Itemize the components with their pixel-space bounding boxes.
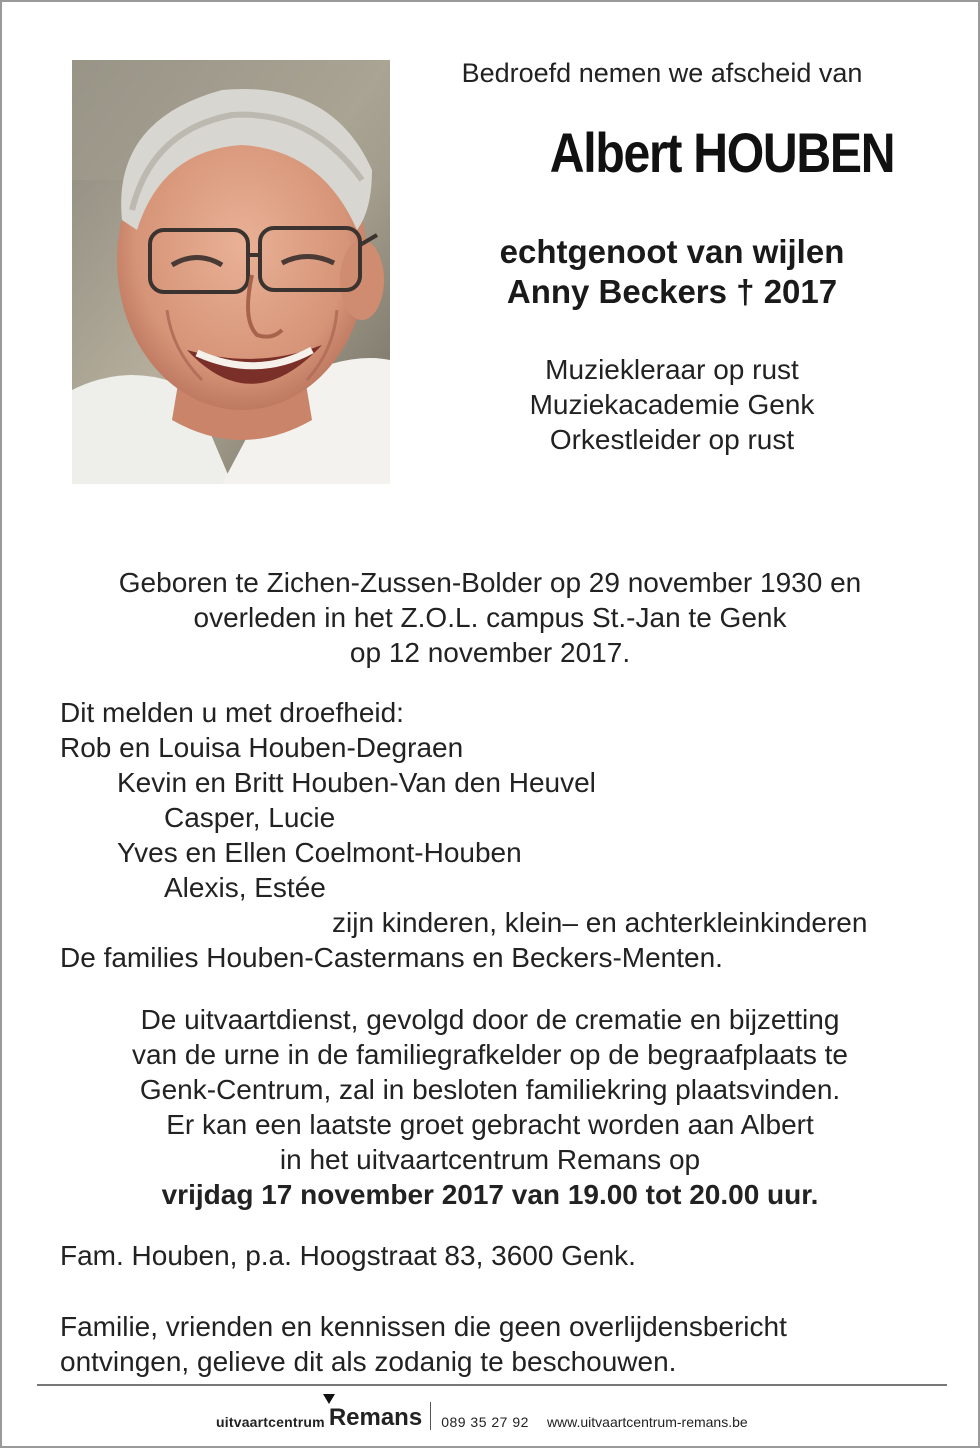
death-line: overleden in het Z.O.L. campus St.-Jan te Genk	[193, 602, 787, 633]
family-member: Yves en Ellen Coelmont-Houben	[117, 837, 522, 868]
spouse-info	[402, 232, 942, 312]
visitation-datetime: vrijdag 17 november 2017 van 19.00 tot 20.00 uur.	[161, 1179, 819, 1210]
service-line: in het uitvaartcentrum Remans op	[279, 1144, 701, 1175]
birth-line: Geboren te Zichen-Zussen-Bolder op 29 november 1930 en	[118, 567, 862, 598]
family-address: Fam. Houben, p.a. Hoogstraat 83, 3600 Genk.	[60, 1240, 636, 1271]
death-date-line: op 12 november 2017.	[349, 637, 631, 668]
family-member: Alexis, Estée	[164, 872, 326, 903]
funeral-home-footer	[216, 1394, 748, 1430]
profession-line: Orkestleider op rust	[549, 424, 795, 455]
notice-line: Familie, vrienden en kennissen die geen overlijdensbericht	[60, 1311, 787, 1342]
service-line: Genk-Centrum, zal in besloten familiekring plaatsvinden.	[139, 1074, 841, 1105]
service-line: van de urne in de familiegrafkelder op de begraafplaats te	[131, 1039, 849, 1070]
families-line: De families Houben-Castermans en Beckers-Menten.	[60, 942, 723, 973]
brand-prefix: uitvaartcentrum	[216, 1414, 325, 1430]
profession-block	[402, 352, 942, 457]
profession-line: Muziekacademie Genk	[529, 389, 815, 420]
family-member: Kevin en Britt Houben-Van den Heuvel	[117, 767, 596, 798]
phone-number: 089 35 27 92	[441, 1414, 529, 1430]
brand-logo	[329, 1406, 422, 1430]
footer-separator	[430, 1402, 431, 1430]
service-line: De uitvaartdienst, gevolgd door de crematie en bijzetting	[140, 1004, 840, 1035]
spouse-line: echtgenoot van wijlen	[499, 233, 845, 270]
notice-line: ontvingen, gelieve dit als zodanig te beschouwen.	[60, 1346, 677, 1377]
family-announcement	[60, 695, 940, 975]
triangle-icon	[323, 1394, 335, 1404]
funeral-service-info	[32, 1002, 948, 1212]
website-link[interactable]: www.uitvaartcentrum-remans.be	[546, 1414, 748, 1430]
footer-divider	[37, 1384, 947, 1386]
relation-line: zijn kinderen, klein– en achterkleinkinderen	[332, 907, 868, 938]
family-member: Rob en Louisa Houben-Degraen	[60, 732, 464, 763]
portrait-image	[72, 60, 390, 484]
announcement-intro: Dit melden u met droefheid:	[60, 697, 404, 728]
spouse-name: Anny Beckers † 2017	[506, 273, 838, 310]
profession-line: Muziekleraar op rust	[545, 354, 799, 385]
family-member: Casper, Lucie	[164, 802, 336, 833]
notice-text	[60, 1309, 940, 1379]
portrait-photo	[72, 60, 390, 484]
service-line: Er kan een laatste groet gebracht worden aan Albert	[166, 1109, 814, 1140]
deceased-name: Albert HOUBEN	[549, 121, 895, 184]
birth-death-info	[32, 565, 948, 670]
intro-text: Bedroefd nemen we afscheid van	[461, 58, 863, 88]
brand-name: Remans	[328, 1404, 423, 1431]
